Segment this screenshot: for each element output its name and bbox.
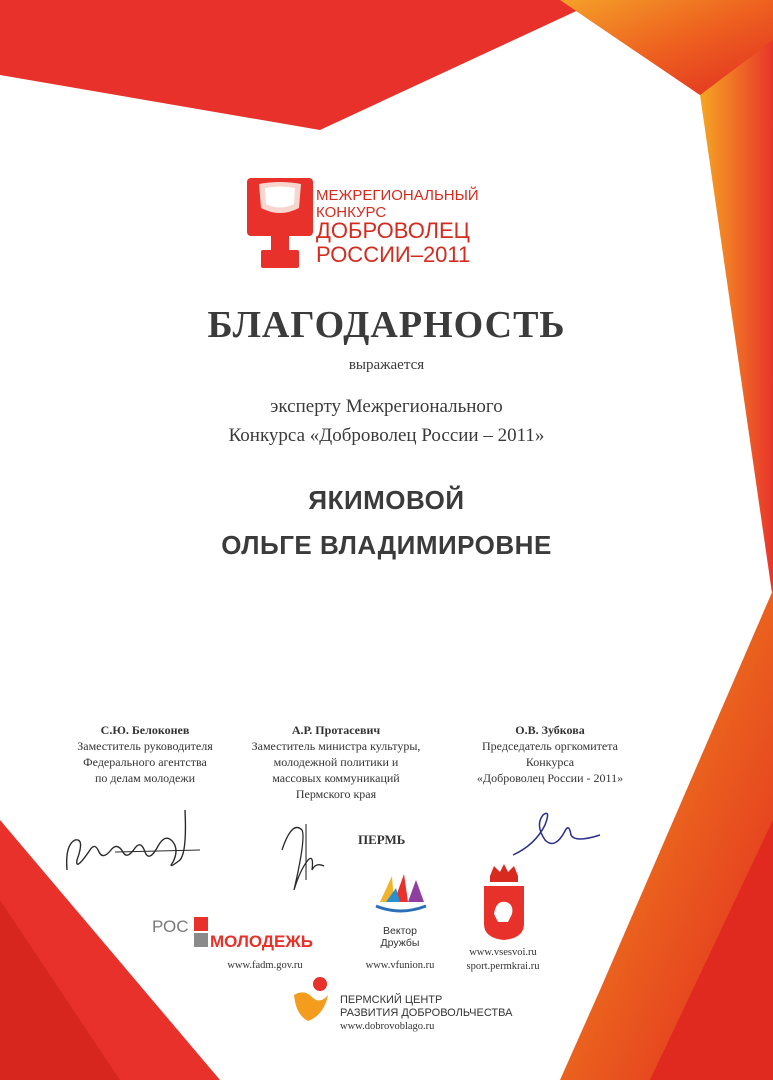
signatory-3 (435, 722, 665, 786)
signatory-position-line: «Доброволец России - 2011» (476, 771, 624, 785)
signatory-name: С.Ю. Белоконев (100, 723, 190, 737)
cup-logo-icon (247, 178, 313, 270)
perm-url-1: www.vsesvoi.ru (469, 947, 537, 958)
signature-2-icon (272, 810, 352, 895)
signatory-position-line: массовых коммуникаций (272, 771, 400, 785)
vektor-text (360, 925, 440, 949)
signatory-position-line: Конкурса (525, 755, 575, 769)
volunteer-center-url: www.dobrovoblago.ru (340, 1021, 435, 1032)
signatory-name: А.Р. Протасевич (291, 723, 381, 737)
signatory-position-line: Федерального агентства (83, 755, 207, 769)
contest-line-3: ДОБРОВОЛЕЦ (316, 218, 470, 243)
recipient-name-line-1: ЯКИМОВОЙ (308, 485, 465, 515)
perm-urls (448, 946, 558, 974)
contest-line-1: МЕЖРЕГИОНАЛЬНЫЙ (316, 187, 479, 204)
recipient-name-line-2: ОЛЬГЕ ВЛАДИМИРОВНЕ (221, 530, 552, 560)
signature-3-icon (505, 795, 605, 865)
perm-coat-of-arms-icon (482, 862, 526, 942)
signatory-position-line: по делам молодежи (95, 771, 195, 785)
signatory-position-line: Заместитель министра культуры, (251, 739, 421, 753)
recipient-role-line-1: эксперту Межрегионального (270, 396, 503, 417)
rosmolodezh-url: www.fadm.gov.ru (227, 960, 303, 971)
page-title: БЛАГОДАРНОСТЬ (207, 304, 566, 346)
grey-square-icon (194, 933, 208, 947)
frame-top-left (0, 0, 600, 130)
expressed-text: выражается (348, 357, 425, 373)
volunteer-center-logo-icon (290, 975, 334, 1023)
perm-url-2: sport.permkrai.ru (466, 961, 540, 972)
signatory-position-line: молодежной политики и (273, 755, 399, 769)
red-square-icon (194, 917, 208, 931)
rosmolodezh-part2: МОЛОДЕЖЬ (210, 932, 313, 951)
vektor-line-1: Вектор (383, 925, 417, 937)
volunteer-center-line-1: ПЕРМСКИЙ ЦЕНТР (340, 994, 443, 1006)
signatory-position-line: Пермского края (295, 787, 377, 801)
volunteer-center-text (340, 994, 512, 1020)
volunteer-center-line-2: РАЗВИТИЯ ДОБРОВОЛЬЧЕСТВА (340, 1007, 513, 1019)
signatory-position-line: Председатель оргкомитета (482, 739, 618, 753)
signatory-2 (226, 722, 446, 802)
rosmolodezh-logo (152, 917, 332, 957)
signature-1-icon (55, 790, 205, 890)
sailboat-icon (372, 872, 428, 922)
city-label: ПЕРМЬ (358, 832, 406, 847)
vektor-line-2: Дружбы (380, 937, 420, 949)
contest-line-2: КОНКУРС (316, 204, 387, 221)
vektor-url: www.vfunion.ru (365, 960, 435, 971)
recipient-role-line-2: Конкурса «Доброволец России – 2011» (228, 425, 545, 446)
rosmolodezh-part1: РОС (152, 917, 189, 936)
contest-line-4: РОССИИ–2011 (316, 242, 471, 267)
signatory-name: О.В. Зубкова (515, 723, 585, 737)
signatory-position-line: Заместитель руководителя (77, 739, 213, 753)
